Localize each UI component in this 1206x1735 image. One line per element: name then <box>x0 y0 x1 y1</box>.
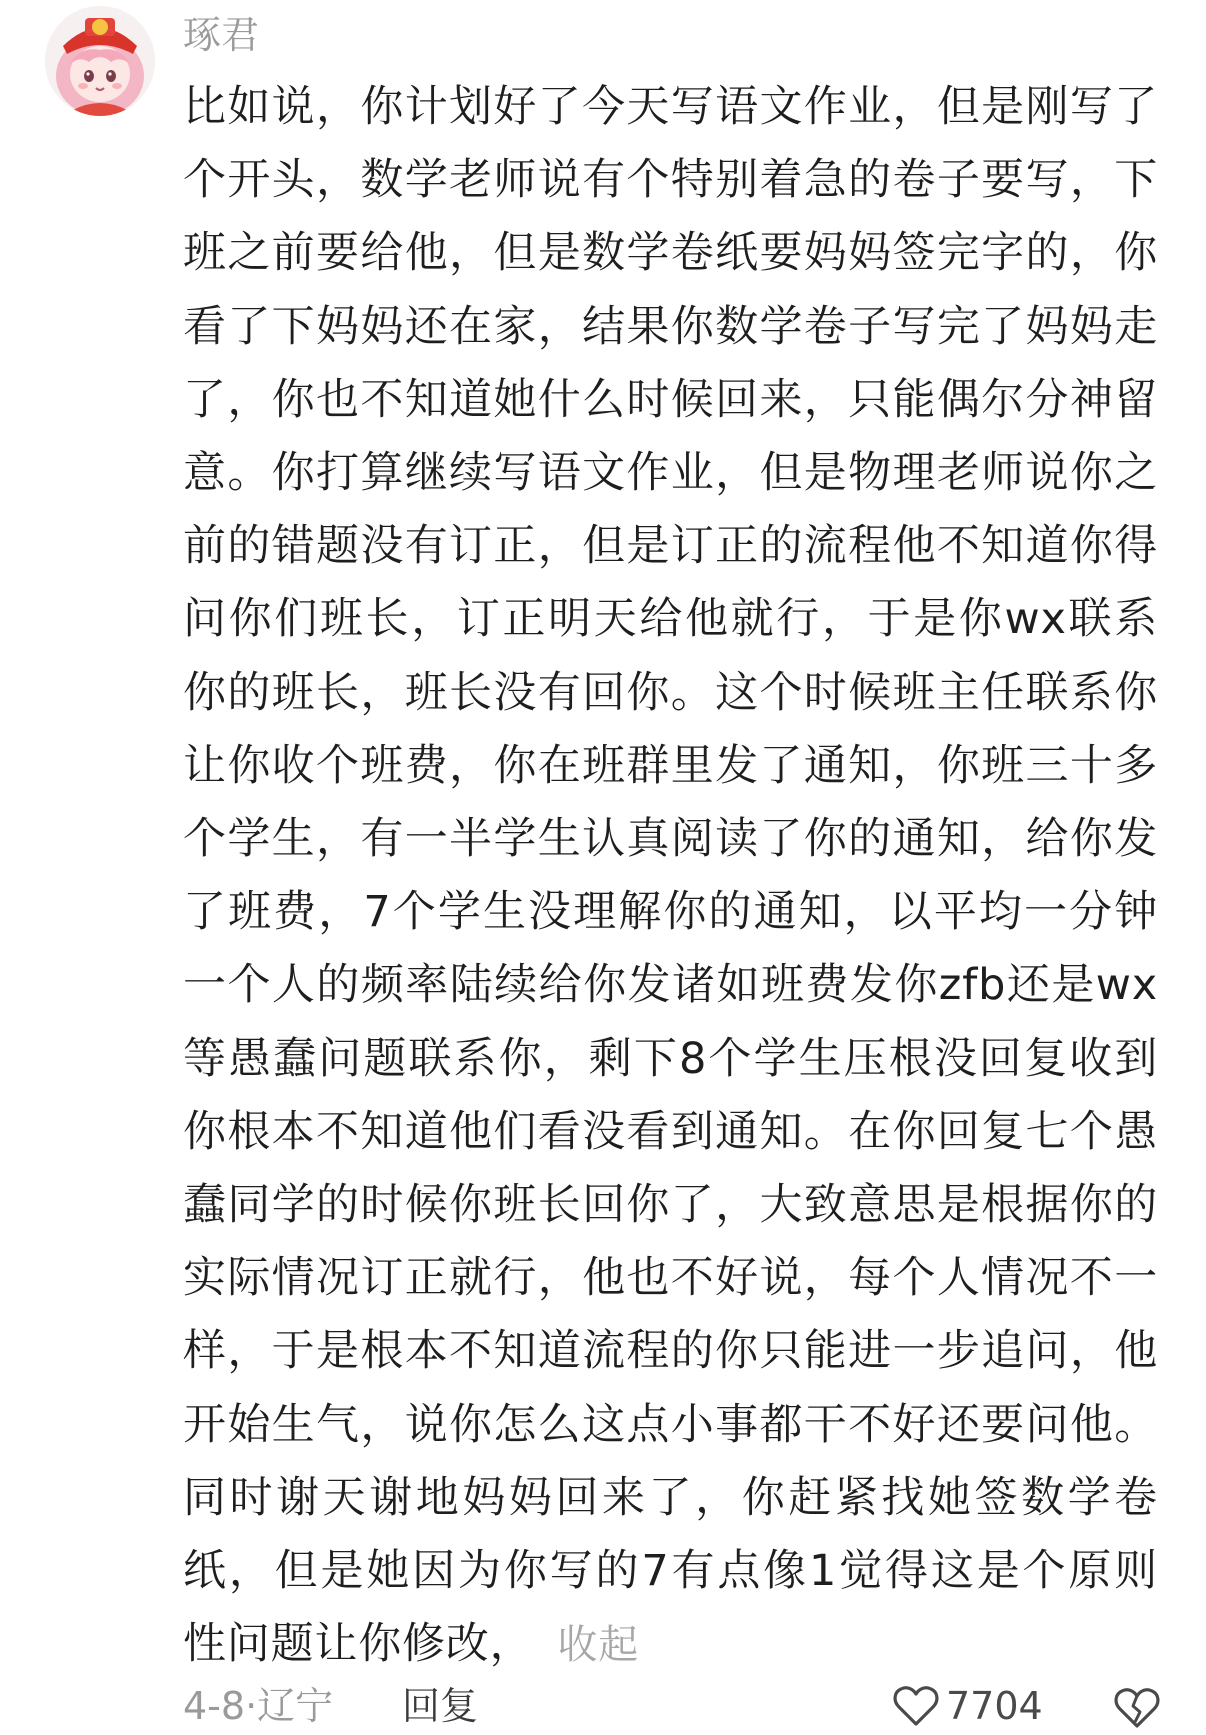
comment-text <box>183 71 1158 1682</box>
collapse-button[interactable]: 收起 <box>557 1622 640 1669</box>
avatar[interactable] <box>45 6 155 116</box>
like-count: 7704 <box>946 1684 1043 1728</box>
username[interactable]: 琢君 <box>183 13 260 57</box>
heart-outline-icon <box>892 1684 940 1728</box>
comment-footer <box>0 1680 1206 1732</box>
comment-body: 比如说，你计划好了今天写语文作业，但是刚写了个开头，数学老师说有个特别着急的卷子要写，下班之前要给他，但是数学卷纸要妈妈签完字的，你看了下妈妈还在家，结果你数学卷子写完了妈妈走了，你也不知道她什么时候回来，只能偶尔分神留意。你打算继续写语文作业，但是物理老师说你之前的错题没有订正，但是订正的流程他不知道你得问你们班长，订正明天给他就行，于是你wx联系你的班长，班长没有回你。这个时候班主任联系你让你收个班费，你在班群里发了通知，你班三十多个学生，有一半学生认真阅读了你的通知，给你发了班费，7个学生没理解你的通知，以平均一分钟一个人的频率陆续给你发诸如班费发你zfb还是wx等愚蠢问题联系你，剩下8个学生压根没回复收到你根本不知道他们看没看到通知。在你回复七个愚蠢同学的时候你班长回你了，大致意思是根据你的实际情况订正就行，他也不好说，每个人情况不一样，于是根本不知道流程的你只能进一步追问，他开始生气，说你怎么这点小事都干不好还要问他。同时谢天谢地妈妈回来了，你赶紧找她签数学卷纸，但是她因为你写的7有点像1觉得这是个原则性问题让你修改， <box>183 82 1158 1670</box>
reply-button[interactable]: 回复 <box>402 1684 479 1728</box>
comment-location: 辽宁 <box>257 1684 334 1728</box>
meta-separator: · <box>245 1684 258 1728</box>
avatar-image <box>45 6 155 116</box>
comment-meta <box>183 1680 333 1732</box>
like-button[interactable] <box>892 1680 1043 1732</box>
comment-date: 4-8 <box>183 1684 246 1728</box>
broken-heart-outline-icon[interactable] <box>1113 1684 1161 1730</box>
